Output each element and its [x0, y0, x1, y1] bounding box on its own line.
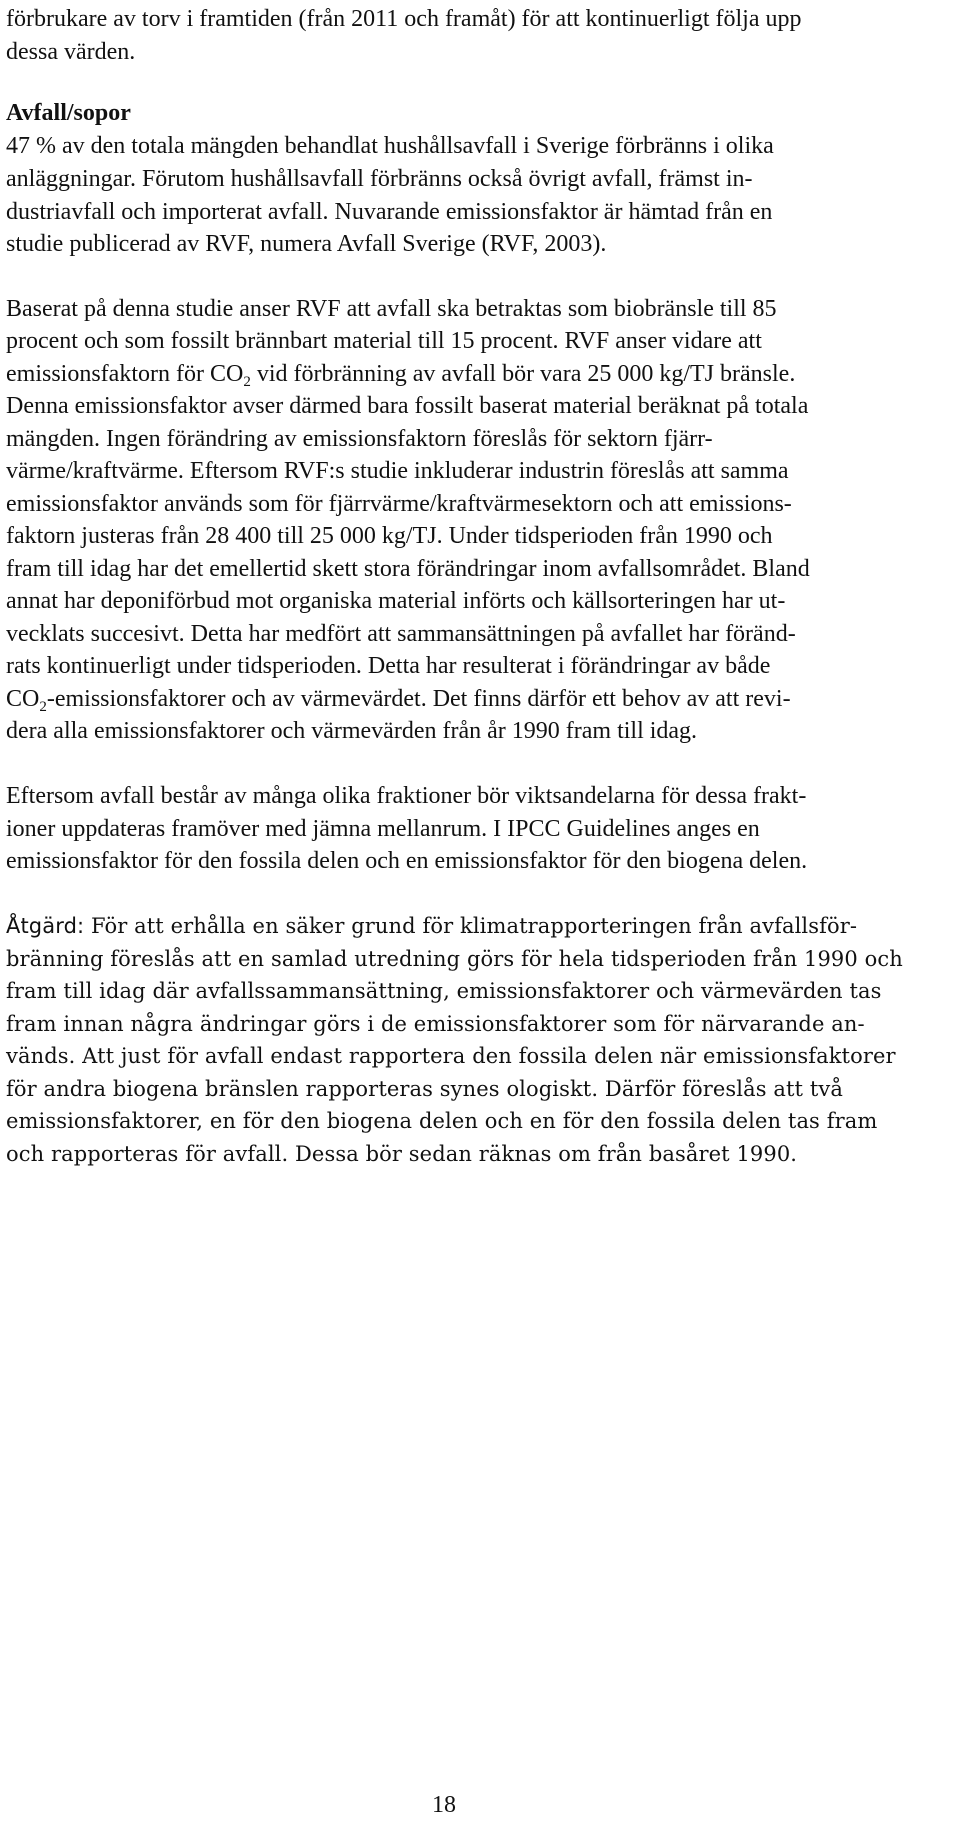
para1-line-2: anläggningar. Förutom hushållsavfall förbränns också övrigt avfall, främst in-: [6, 166, 753, 192]
action-line-8: och rapporteras för avfall. Dessa bör sedan räknas om från basåret 1990.: [6, 1142, 798, 1166]
para1-line-3: dustriavfall och importerat avfall. Nuvarande emissionsfaktor är hämtad från en: [6, 199, 773, 225]
action-line-7: emissionsfaktorer, en för den biogena delen och en för den fossila delen tas fram: [6, 1109, 878, 1133]
para2-line-12: rats kontinuerligt under tidsperioden. Detta har resulterat i förändringar av både: [6, 653, 771, 679]
para2-line-3-end: vid förbränning av avfall bör vara 25 000 kg/TJ bränsle.: [250, 361, 796, 387]
co2-subscript: 2: [39, 699, 47, 715]
para2-line-2: procent och som fossilt brännbart material till 15 procent. RVF anser vidare att: [6, 328, 762, 354]
para3-line-2: ioner uppdateras framöver med jämna mellanrum. I IPCC Guidelines anges en: [6, 816, 760, 842]
para2-line-3-start: emissionsfaktorn för CO: [6, 361, 244, 387]
action-line-2: bränning föreslås att en samlad utredning görs för hela tidsperioden från 1990 och: [6, 947, 903, 971]
para2-line-6: värme/kraftvärme. Eftersom RVF:s studie inkluderar industrin föreslås att samma: [6, 458, 789, 484]
action-line-6: för andra biogena bränslen rapporteras synes ologiskt. Därför föreslås att två: [6, 1077, 843, 1101]
para1-line-4: studie publicerad av RVF, numera Avfall Sverige (RVF, 2003).: [6, 231, 607, 257]
co2-subscript: 2: [243, 374, 251, 390]
page-number: 18: [432, 1792, 456, 1818]
action-line-1: [6, 911, 857, 941]
section-heading: Avfall/sopor: [6, 100, 131, 126]
para2-line-13-start: CO: [6, 686, 40, 712]
action-line-3: fram till idag där avfallssammansättning, emissionsfaktorer och värmevärden tas: [6, 979, 882, 1003]
para3-line-1: Eftersom avfall består av många olika fraktioner bör viktsandelarna för dessa frakt-: [6, 783, 807, 809]
para2-line-4: Denna emissionsfaktor avser därmed bara fossilt baserat material beräknat på totala: [6, 393, 809, 419]
para2-line-5: mängden. Ingen förändring av emissionsfaktorn föreslås för sektorn fjärr-: [6, 426, 713, 452]
para2-line-14: dera alla emissionsfaktorer och värmevärden från år 1990 fram till idag.: [6, 718, 698, 744]
para2-line-9: fram till idag har det emellertid skett stora förändringar inom avfallsområdet. Bland: [6, 556, 810, 582]
intro-line-2: dessa värden.: [6, 39, 136, 65]
para2-line-1: Baserat på denna studie anser RVF att avfall ska betraktas som biobränsle till 85: [6, 296, 777, 322]
para2-line-13: [6, 684, 791, 714]
action-line-4: fram innan några ändringar görs i de emissionsfaktorer som för närvarande an-: [6, 1012, 865, 1036]
intro-line-1: förbrukare av torv i framtiden (från 2011 och framåt) för att kontinuerligt följa upp: [6, 6, 802, 32]
action-label: Åtgärd:: [6, 914, 85, 938]
para2-line-7: emissionsfaktor används som för fjärrvärme/kraftvärmesektorn och att emissions-: [6, 491, 792, 517]
action-line-1-rest: För att erhålla en säker grund för klimatrapporteringen från avfallsför-: [84, 914, 858, 938]
para2-line-11: vecklats succesivt. Detta har medfört att sammansättningen på avfallet har föränd-: [6, 621, 796, 647]
action-line-5: vänds. Att just för avfall endast rapportera den fossila delen när emissionsfaktorer: [6, 1044, 896, 1068]
para3-line-3: emissionsfaktor för den fossila delen och en emissionsfaktor för den biogena delen.: [6, 848, 808, 874]
para2-line-13-end: -emissionsfaktorer och av värmevärdet. Det finns därför ett behov av att revi-: [46, 686, 791, 712]
para1-line-1: 47 % av den totala mängden behandlat hushållsavfall i Sverige förbränns i olika: [6, 133, 774, 159]
para2-line-8: faktorn justeras från 28 400 till 25 000 kg/TJ. Under tidsperioden från 1990 och: [6, 523, 773, 549]
para2-line-10: annat har deponiförbud mot organiska material införts och källsorteringen har ut-: [6, 588, 786, 614]
para2-line-3: [6, 359, 795, 389]
